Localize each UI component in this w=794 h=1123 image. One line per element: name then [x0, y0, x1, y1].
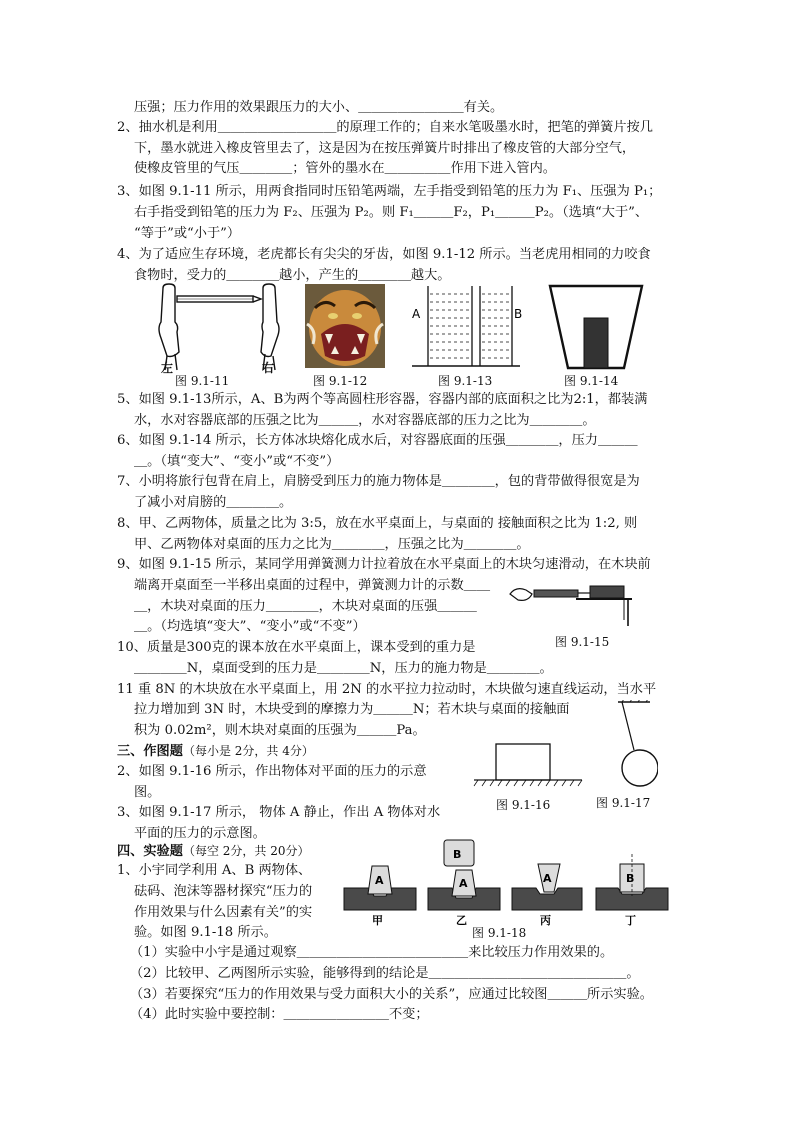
- q3-line-1: 3、如图 9.1-11 所示，用两食指同时压铅笔两端，左手指受到铅笔的压力为 F₁、压强为 P₁；: [117, 184, 662, 199]
- q1-line-end: 压强；压力作用的效果跟压力的大小、＿＿＿＿＿＿＿＿有关。: [134, 100, 504, 115]
- figure-9-1-11-caption: 图 9.1-11: [175, 374, 230, 388]
- q11-line-1: 11 重 8N 的木块放在水平桌面上，用 2N 的水平拉力拉动时，木块做匀速直线运动，当水平: [117, 682, 657, 697]
- q2-line-1: 2、抽水机是利用＿＿＿＿＿＿＿＿＿的原理工作的；自来水笔吸墨水时，把笔的弹簧片按几: [117, 120, 653, 135]
- q11-line-3: 积为 0.02m²，则木块对桌面的压强为＿＿＿Pa。: [134, 723, 426, 738]
- figure-9-1-15-caption: 图 9.1-15: [555, 635, 610, 649]
- figure-9-1-11-left-label: 左: [161, 361, 174, 375]
- figure-9-1-18-caption: 图 9.1-18: [472, 926, 527, 940]
- label-jia: 甲: [372, 914, 383, 927]
- figure-9-1-14-caption: 图 9.1-14: [564, 374, 619, 388]
- ball-on-wall-illustration: [608, 700, 658, 788]
- drawing-q2-line-1: 2、如图 9.1-16 所示，作出物体对平面的压力的示意: [117, 764, 427, 779]
- figure-9-1-12: [305, 284, 385, 368]
- block-a-label-yi: A: [459, 877, 468, 890]
- tiger-photo: [305, 284, 385, 368]
- sponge-experiment-illustration: [342, 836, 672, 928]
- q10-line-1: 10、质量是300克的课本放在水平桌面上，课本受到的重力是: [117, 640, 476, 655]
- q2-line-2: 下，墨水就进入橡皮管里去了，这是因为在按压弹簧片时排出了橡皮管的大部分空气，: [134, 141, 636, 156]
- exp-sub-4: （4）此时实验中要控制：＿＿＿＿＿＿＿＿不变；: [130, 1007, 429, 1022]
- q8-line-2: 甲、乙两物体对桌面的压力之比为＿＿＿＿，压强之比为＿＿＿＿。: [134, 537, 530, 552]
- figure-9-1-14: [548, 284, 644, 370]
- exp-q1-line-2: 砝码、泡沫等器材探究“压力的: [134, 884, 313, 899]
- figure-9-1-13-caption: 图 9.1-13: [438, 374, 493, 388]
- cylinder-a-label: A: [412, 307, 421, 321]
- section-drawing-heading: 三、作图题（每小是 2分，共 4分）: [117, 744, 314, 759]
- q5-line-2: 水，水对容器底部的压强之比为＿＿＿，水对容器底部的压力之比为＿＿＿＿。: [134, 413, 596, 428]
- q9-line-1: 9、如图 9.1-15 所示，某同学用弹簧测力计拉着放在水平桌面上的木块匀速滑动，在木块前: [117, 557, 651, 572]
- exp-sub-2: （2）比较甲、乙两图所示实验，能够得到的结论是＿＿＿＿＿＿＿＿＿＿＿＿＿＿＿。: [130, 966, 640, 981]
- exp-q1-line-4: 验。如图 9.1-18 所示。: [134, 925, 277, 940]
- figure-9-1-13: [408, 284, 524, 370]
- drawing-q3-line-1: 3、如图 9.1-17 所示， 物体 A 静止，作出 A 物体对水: [117, 805, 441, 820]
- label-ding: 丁: [625, 914, 636, 927]
- exp-q1-line-3: 作用效果与什么因素有关”的实: [134, 905, 313, 920]
- q4-line-2: 食物时，受力的＿＿＿＿越小，产生的＿＿＿＿越大。: [134, 268, 451, 283]
- label-yi: 乙: [456, 914, 467, 927]
- exp-sub-1: （1）实验中小宇是通过观察＿＿＿＿＿＿＿＿＿＿＿＿＿来比较压力作用效果的。: [130, 945, 614, 960]
- q4-line-1: 4、为了适应生存环境，老虎都长有尖尖的牙齿，如图 9.1-12 所示。当老虎用相同的力咬食: [117, 247, 651, 262]
- drawing-q2-line-2: 图。: [134, 785, 161, 800]
- figure-9-1-17-caption: 图 9.1-17: [596, 796, 651, 810]
- q9-line-3: ＿，木块对桌面的压力＿＿＿＿，木块对桌面的压强＿＿＿: [134, 599, 477, 614]
- spring-scale-illustration: [506, 580, 636, 630]
- figure-9-1-12-caption: 图 9.1-12: [313, 374, 368, 388]
- exp-sub-3: （3）若要探究“压力的作用效果与受力面积大小的关系”，应通过比较图＿＿＿所示实验。: [130, 987, 653, 1002]
- q2-line-3: 使橡皮管里的气压＿＿＿＿；管外的墨水在＿＿＿＿＿作用下进入管内。: [134, 161, 556, 176]
- ice-container-illustration: [548, 284, 644, 370]
- figure-9-1-16: [472, 740, 584, 790]
- drawing-q3-line-2: 平面的压力的示意图。: [134, 826, 266, 841]
- exp-q1-line-1: 1、小宇同学利用 A、B 两物体、: [117, 863, 312, 878]
- block-b-label-ding: B: [626, 872, 635, 885]
- q6-line-1: 6、如图 9.1-14 所示，长方体冰块熔化成水后，对容器底面的压强＿＿＿＿，压力＿＿＿: [117, 433, 638, 448]
- label-bing: 丙: [540, 914, 551, 927]
- block-on-surface-illustration: [472, 740, 584, 790]
- block-a-label-jia: A: [375, 874, 384, 887]
- figure-9-1-11-right-label: 右: [262, 361, 275, 375]
- figure-9-1-16-caption: 图 9.1-16: [496, 798, 551, 812]
- figure-9-1-15: [506, 580, 636, 630]
- q7-line-2: 了减小对肩膀的＿＿＿＿。: [134, 495, 293, 510]
- section-experiment-heading: 四、实验题（每空 2分，共 20分）: [117, 844, 310, 859]
- q5-line-1: 5、如图 9.1-13所示，A、B为两个等高圆柱形容器，容器内部的底面积之比为2:1，都装满: [117, 392, 648, 407]
- q3-line-3: “等于”或“小于”）: [134, 226, 241, 241]
- two-cylinders-illustration: [408, 284, 524, 370]
- figure-9-1-18: [342, 836, 672, 928]
- block-b-label-yi: B: [453, 848, 462, 861]
- q8-line-1: 8、甲、乙两物体，质量之比为 3:5，放在水平桌面上，与桌面的 接触面积之比为 1:2, 则: [117, 516, 638, 531]
- q7-line-1: 7、小明将旅行包背在肩上，肩膀受到压力的施力物体是＿＿＿＿，包的背带做得很宽是为: [117, 474, 640, 489]
- q11-line-2: 拉力增加到 3N 时，木块受到的摩擦力为＿＿＿N；若木块与桌面的接触面: [134, 702, 570, 717]
- block-a-label-bing: A: [543, 872, 552, 885]
- q9-line-4: ＿。（均选填“变大”、“变小”或“不变”）: [134, 619, 366, 634]
- q6-line-2: ＿。（填“变大”、“变小”或“不变”）: [134, 454, 340, 469]
- cylinder-b-label: B: [514, 307, 523, 321]
- figure-9-1-17: [608, 700, 658, 788]
- q3-line-2: 右手指受到铅笔的压力为 F₂、压强为 P₂。则 F₁＿＿＿F₂，P₁＿＿＿P₂。（选填“大于”、: [134, 205, 649, 220]
- q10-line-2: ＿＿＿＿N，桌面受到的压力是＿＿＿＿N，压力的施力物是＿＿＿＿。: [134, 661, 553, 676]
- q9-line-2: 端离开桌面至一半移出桌面的过程中，弹簧测力计的示数＿＿: [134, 578, 491, 593]
